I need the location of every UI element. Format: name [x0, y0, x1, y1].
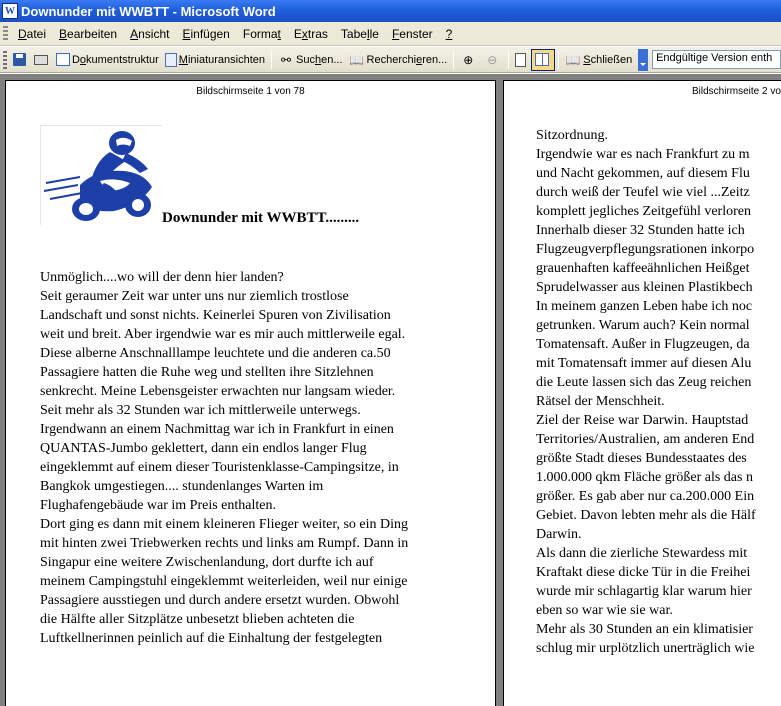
close-reading-icon: 📖 — [565, 52, 581, 67]
page-2-body — [536, 126, 756, 658]
text-line: Sitzordnung. — [536, 128, 608, 143]
screen-page-1 — [5, 80, 496, 706]
text-line: schlug mir urplötzlich unerträglich wie — [536, 641, 755, 656]
zoom-in-icon: ⊕ — [463, 52, 474, 67]
text-line: Irgendwann an einem Nachmittag war ich in Frankfurt in einen — [40, 422, 394, 437]
schliessen-button[interactable] — [562, 49, 635, 71]
text-line: größte Stadt dieses Bundesstaates des — [536, 451, 747, 466]
toolbar-separator — [558, 51, 559, 69]
menu-extras[interactable]: Extras — [293, 26, 328, 41]
page-label: Bildschirmseite 1 von 78 — [196, 86, 305, 97]
screen-page-2 — [503, 80, 781, 706]
toolbar-options-chevron-icon[interactable] — [638, 49, 648, 71]
save-icon — [13, 53, 26, 66]
text-line: Flughafengebäude war im Preis enthalten. — [40, 498, 276, 513]
text-line: durch weiß der Teufel wie viel ...Zeitz — [536, 185, 750, 200]
text-line: Mehr als 30 Stunden an ein klimatisier — [536, 622, 753, 637]
menu-fenster[interactable]: Fenster — [391, 26, 433, 41]
text-line: Innerhalb dieser 32 Stunden hatte ich — [536, 223, 745, 238]
text-line: Gebiet. Davon lebten mehr als die Hälf — [536, 508, 756, 523]
document-heading: Downunder mit WWBTT......... — [162, 210, 360, 226]
menu-format[interactable]: Format — [242, 26, 281, 41]
text-line: Luftkellnerinnen peinlich auf die Einhaltung der festgelegten — [40, 631, 383, 646]
text-line: Tomatensaft. Außer in Flugzeugen, da — [536, 337, 750, 352]
save-button[interactable] — [10, 49, 31, 71]
research-icon: 📖 — [349, 52, 364, 67]
text-line: und Nacht gekommen, auf diesem Flu — [536, 166, 750, 181]
text-line: grauenhaften kaffeeähnlichen Heißget — [536, 261, 750, 276]
suchen-label: Suchen... — [296, 53, 343, 66]
text-line: Darwin. — [536, 527, 582, 542]
actual-page-icon — [515, 53, 526, 67]
page-label: Bildschirmseite 2 vo — [692, 86, 781, 97]
text-line: Bangkok umgestiegen.... stundenlanges Warten im — [40, 479, 324, 494]
zoom-out-button[interactable] — [481, 49, 505, 71]
suchen-button[interactable] — [275, 49, 346, 71]
toolbar-separator — [453, 51, 454, 69]
title-bar — [0, 0, 781, 22]
text-line: 1.000.000 qkm Fläche größer als das n — [536, 470, 753, 485]
two-pages-button[interactable] — [531, 49, 555, 71]
text-line: senkrecht. Meine Lebensgeister erwachten nur langsam wieder. — [40, 384, 396, 399]
text-line: Diese alberne Anschnalllampe leuchtete und die anderen ca.50 — [40, 346, 391, 361]
menu-help[interactable]: ? — [445, 26, 453, 41]
binoculars-icon: ⚯ — [281, 52, 292, 67]
toolbar-separator — [271, 51, 272, 69]
text-line: mit Tomatensaft immer auf diesen Alu — [536, 356, 752, 371]
menu-einfuegen[interactable]: Einfügen — [182, 26, 230, 41]
text-line: eben so war wie sie war. — [536, 603, 673, 618]
menu-datei[interactable]: Datei — [18, 26, 47, 41]
recherchieren-label: Recherchieren... — [366, 53, 448, 66]
text-line: Rätsel der Menschheit. — [536, 394, 665, 409]
text-line: Ziel der Reise war Darwin. Hauptstad — [536, 413, 749, 428]
menu-bearbeiten[interactable]: Bearbeiten — [59, 26, 118, 41]
zoom-in-button[interactable] — [457, 49, 481, 71]
text-line: Seit geraumer Zeit war unter uns nur ziemlich trostlose — [40, 289, 349, 304]
dokumentstruktur-button[interactable] — [53, 49, 162, 71]
thumbnails-icon — [165, 53, 177, 67]
text-line: Unmöglich....wo will der denn hier landen? — [40, 270, 284, 285]
text-line: größer. Es gab aber nur ca.200.000 Ein — [536, 489, 755, 504]
print-icon — [34, 55, 48, 65]
text-line: Passagiere ausstiegen und durch andere ersetzt wurden. Obwohl — [40, 593, 400, 608]
recherchieren-button[interactable] — [346, 49, 451, 71]
schliessen-label: Schließen — [583, 53, 633, 66]
miniaturansichten-button[interactable] — [162, 49, 268, 71]
dokumentstruktur-label: Dokumentstruktur — [71, 53, 159, 66]
text-line: mit hinten zwei Triebwerken rechts und links am Rumpf. Dann in — [40, 536, 409, 551]
text-line: In meinem ganzen Leben habe ich noc — [536, 299, 753, 314]
window-title: Downunder mit WWBTT - Microsoft Word — [21, 3, 276, 19]
actual-page-button[interactable] — [512, 49, 531, 71]
print-button[interactable] — [31, 49, 53, 71]
text-line: Territories/Australien, am anderen End — [536, 432, 755, 447]
menu-ansicht[interactable]: Ansicht — [130, 26, 170, 41]
text-line: QUANTAS-Jumbo geklettert, dann ein endlos langer Flug — [40, 441, 367, 456]
text-line: Dort ging es dann mit einem kleineren Flieger weiter, so ein Ding — [40, 517, 409, 532]
text-line: Passagiere hatten die Ruhe weg und stellten ihre Sitzlehnen — [40, 365, 374, 380]
document-map-icon — [56, 53, 70, 66]
text-line: Landschaft und sonst nichts. Keinerlei Spuren von Zivilisation — [40, 308, 391, 323]
text-line: komplett jegliches Zeitgefühl verloren — [536, 204, 751, 219]
toolbar-separator — [508, 51, 509, 69]
miniaturansichten-label: Miniaturansichten — [178, 53, 266, 66]
text-line: die Hälfte aller Sitzplätze unbesetzt blieben achteten die — [40, 612, 355, 627]
text-line: getrunken. Warum auch? Kein normal — [536, 318, 750, 333]
reading-toolbar — [0, 47, 781, 73]
text-line: Seit mehr als 32 Stunden war ich mittlerweile unterwegs. — [40, 403, 361, 418]
text-line: meinem Campingstuhl eingeklemmt weiterleiden, weil nur einige — [40, 574, 408, 589]
text-line: Als dann die zierliche Stewardess mit — [536, 546, 748, 561]
text-line: eingeklemmt auf einem dieser Touristenklasse-Campingsitze, in — [40, 460, 399, 475]
text-line: wurde mir schlagartig klar warum hier — [536, 584, 752, 599]
two-pages-icon — [535, 53, 549, 66]
document-view[interactable] — [0, 74, 781, 706]
page-1-body — [40, 268, 408, 648]
toolbar-grip[interactable] — [3, 51, 7, 69]
display-version-select[interactable]: Endgültige Version enth — [652, 50, 781, 69]
menu-bar-grip[interactable] — [3, 26, 8, 42]
text-line: die Leute lassen sich das Zeug reichen — [536, 375, 752, 390]
word-doc-icon[interactable]: W — [2, 3, 18, 19]
menu-bar — [0, 22, 781, 46]
text-line: weit und breit. Aber irgendwie war es mir auch mittlerweile egal. — [40, 327, 406, 342]
zoom-out-icon: ⊖ — [487, 52, 498, 67]
motorcycle-rider-logo — [40, 125, 162, 225]
text-line: Kraftakt diese dicke Tür in die Freihei — [536, 565, 751, 580]
text-line: Sprudelwasser aus kleinen Plastikbech — [536, 280, 753, 295]
text-line: Flugzeugverpflegungsrationen inkorpo — [536, 242, 755, 257]
text-line: Singapur eine weitere Zwischenlandung, dort durfte ich auf — [40, 555, 374, 570]
menu-tabelle[interactable]: Tabelle — [340, 26, 379, 41]
text-line: Irgendwie war es nach Frankfurt zu m — [536, 147, 750, 162]
